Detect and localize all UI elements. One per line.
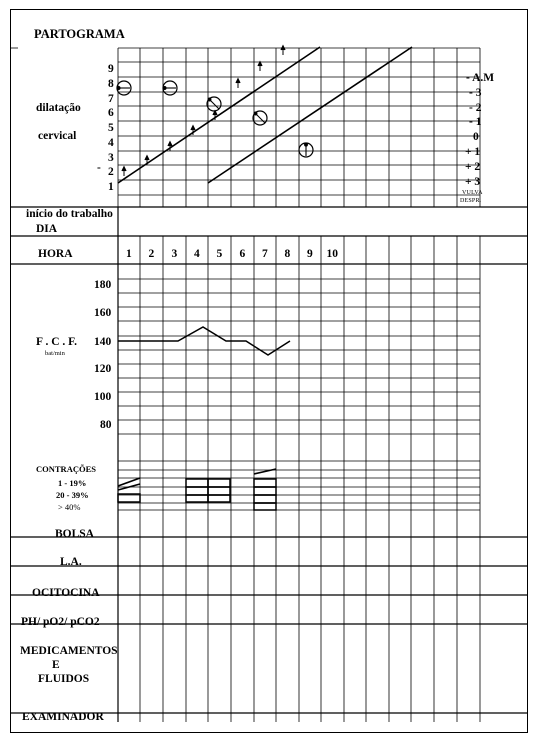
- station-label-2: - 2: [469, 102, 482, 114]
- fluids-label: FLUIDOS: [38, 673, 90, 685]
- gases-label: PH/ pO2/ pCO2: [21, 616, 100, 628]
- dilatation-tick-7: 7: [108, 93, 114, 105]
- dilatation-tick-3: 3: [108, 152, 114, 164]
- dilatation-tick-2: 2: [108, 166, 114, 178]
- contraction-level-2: 20 - 39%: [56, 490, 89, 500]
- dilatation-arrow: [122, 167, 126, 176]
- dilatation-label: dilatação: [36, 102, 81, 114]
- hour-number-5: 5: [216, 248, 223, 260]
- fcf-label: F . C . F.: [36, 336, 77, 348]
- contraction-box: [208, 487, 230, 495]
- contraction-box: [254, 503, 276, 510]
- examiner-label: EXAMINADOR: [22, 711, 104, 723]
- station-label-4: 0: [473, 131, 479, 143]
- meds-e-label: E: [52, 659, 60, 671]
- hour-number-10: 10: [326, 248, 338, 260]
- meds-label: MEDICAMENTOS: [20, 645, 118, 657]
- contraction-level-3: > 40%: [58, 502, 81, 512]
- contraction-box: [186, 487, 208, 495]
- page-title: PARTOGRAMA: [34, 27, 125, 41]
- dilatation-arrow: [281, 46, 285, 55]
- station-label-1: - 3: [469, 87, 482, 99]
- contraction-level-1: 1 - 19%: [58, 478, 87, 488]
- contraction-box: [254, 495, 276, 503]
- vulva-label: VULVA: [462, 190, 483, 196]
- fcf-tick-80: 80: [100, 419, 112, 431]
- cervical-label: cervical: [38, 130, 77, 142]
- dilatation-tick-8: 8: [108, 78, 114, 90]
- contraction-box: [186, 479, 208, 487]
- hour-number-3: 3: [171, 248, 178, 260]
- dilatation-dash: -: [97, 162, 101, 174]
- fetal-head-circle: [207, 97, 221, 111]
- hour-number-8: 8: [284, 248, 291, 260]
- la-label: L.A.: [60, 556, 82, 568]
- contraction-box: [186, 495, 208, 502]
- labor-start-label: início do trabalho: [26, 208, 113, 220]
- hour-number-6: 6: [239, 248, 246, 260]
- hour-number-4: 4: [194, 248, 200, 260]
- contraction-box: [254, 479, 276, 487]
- dilatation-arrow: [236, 79, 240, 88]
- hour-number-2: 2: [148, 248, 155, 260]
- fcf-trace-line: [118, 327, 290, 355]
- contraction-box: [208, 495, 230, 502]
- station-label-5: + 1: [465, 146, 481, 158]
- fetal-head-circle: [299, 143, 313, 157]
- dilatation-tick-4: 4: [108, 137, 114, 149]
- hour-label: HORA: [38, 248, 73, 260]
- alert-line: [118, 47, 320, 183]
- fetal-head-circle: [163, 81, 177, 95]
- hour-number-1: 1: [126, 248, 132, 260]
- day-label: DIA: [36, 223, 58, 235]
- fcf-tick-140: 140: [94, 336, 112, 348]
- action-line: [208, 47, 412, 183]
- station-label-6: + 2: [465, 161, 481, 173]
- dilatation-tick-5: 5: [108, 122, 114, 134]
- dilatation-tick-6: 6: [108, 107, 114, 119]
- station-label-0: - A.M: [466, 72, 495, 84]
- bolsa-label: BOLSA: [55, 528, 94, 540]
- fetal-head-circle: [253, 111, 267, 125]
- hour-number-7: 7: [262, 248, 268, 260]
- dilatation-arrow: [258, 62, 262, 71]
- station-label-7: + 3: [465, 176, 481, 188]
- contraction-box: [254, 487, 276, 495]
- hour-number-9: 9: [307, 248, 313, 260]
- fcf-tick-100: 100: [94, 391, 112, 403]
- vulva-despr-label: DESPR.: [460, 198, 482, 204]
- fcf-unit: bat/min: [45, 350, 65, 357]
- contractions-label: CONTRAÇÕES: [36, 464, 96, 474]
- dilatation-tick-1: 1: [108, 181, 114, 193]
- fcf-tick-120: 120: [94, 363, 112, 375]
- contraction-box: [208, 479, 230, 487]
- ocitocina-label: OCITOCINA: [32, 587, 100, 599]
- fcf-tick-180: 180: [94, 279, 112, 291]
- fcf-tick-160: 160: [94, 307, 112, 319]
- station-label-3: - 1: [469, 116, 482, 128]
- fetal-head-circle: [117, 81, 131, 95]
- dilatation-tick-9: 9: [108, 63, 114, 75]
